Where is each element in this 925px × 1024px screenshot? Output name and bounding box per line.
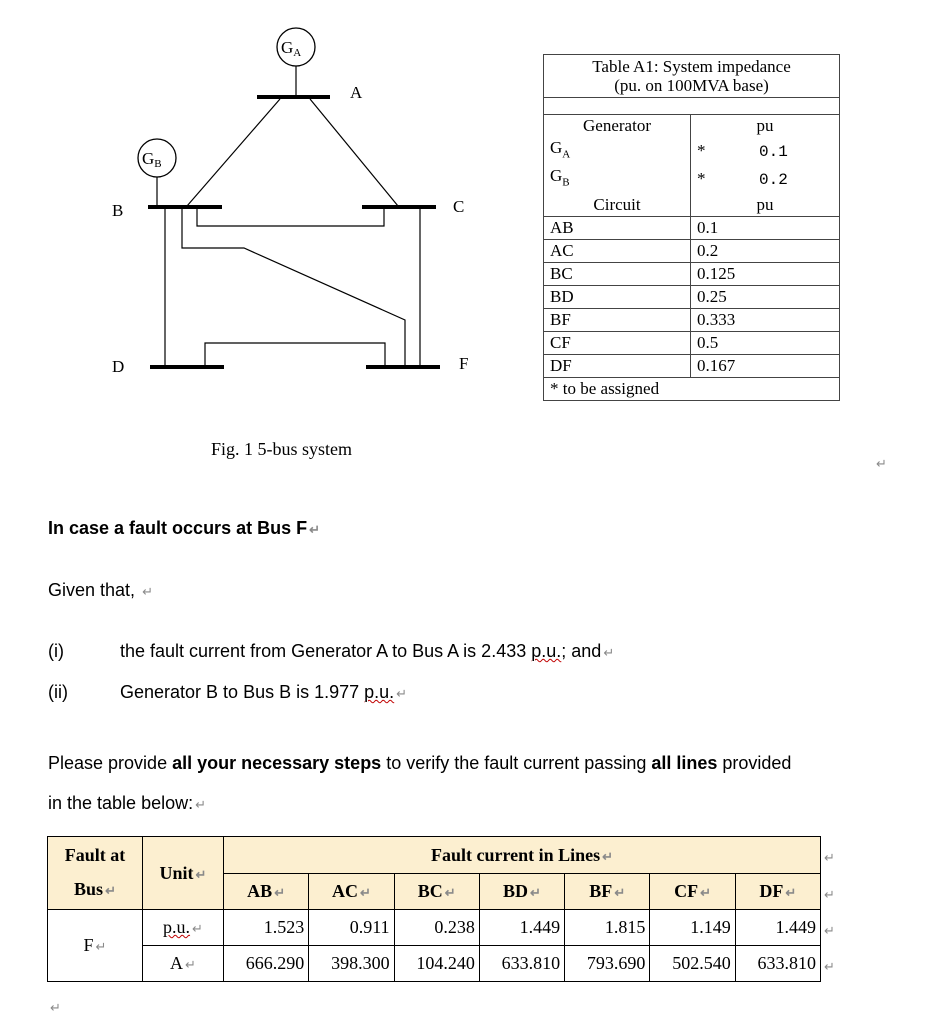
return-mark: ↵ [50, 1000, 61, 1015]
generator-b-label: GB [142, 149, 162, 170]
line-header-df: DF ↵ [735, 874, 820, 910]
circuit-name: BF [544, 308, 691, 331]
fault-current-table [47, 836, 821, 982]
value-cell: 633.810 [735, 946, 820, 982]
bus-c-label: C [453, 197, 465, 216]
value-cell: 1.815 [565, 910, 650, 946]
return-mark: ↵ [824, 923, 835, 938]
value-cell: 633.810 [479, 946, 564, 982]
line-ab [187, 99, 280, 206]
figure-caption: Fig. 1 5-bus system [211, 439, 353, 459]
impedance-table [543, 54, 840, 401]
line-bf [182, 208, 405, 366]
return-mark: ↵ [824, 850, 835, 865]
impedance-footnote: * to be assigned [544, 377, 840, 400]
circuit-value: 0.1 [691, 216, 840, 239]
generator-b-name: $G_B$ [544, 165, 691, 193]
circuit-value: 0.167 [691, 354, 840, 377]
line-header-bc: BC ↵ [394, 874, 479, 910]
circuit-value: 0.2 [691, 239, 840, 262]
bus-a-label: A [350, 83, 363, 102]
unit-cell: p.u. ↵ [143, 910, 224, 946]
line-df [205, 343, 385, 366]
return-mark: ↵ [876, 456, 887, 471]
line-header-cf: CF ↵ [650, 874, 735, 910]
circuit-name: CF [544, 331, 691, 354]
circuit-unit: pu [691, 194, 840, 217]
circuit-name: DF [544, 354, 691, 377]
value-cell: 0.238 [394, 910, 479, 946]
value-cell: 1.523 [224, 910, 309, 946]
five-bus-diagram [0, 0, 540, 480]
value-cell: 104.240 [394, 946, 479, 982]
value-cell: 0.911 [309, 910, 394, 946]
item-number: (i) [48, 641, 64, 661]
circuit-name: AC [544, 239, 691, 262]
circuit-value: 0.333 [691, 308, 840, 331]
circuit-name: BC [544, 262, 691, 285]
generator-unit: pu [691, 115, 840, 138]
bus-d-label: D [112, 357, 125, 376]
given-text: Given that, ↵ [48, 580, 153, 600]
task-text: Please provide all your necessary steps to verify the fault current passing all lines provided in the table below: ↵ [48, 753, 792, 813]
given-item-1: (i) the fault current from Generator A to Bus A is 2.433 p.u.; and ↵ [48, 641, 615, 661]
circuit-name: AB [544, 216, 691, 239]
fault-current-group-header: Fault current in Lines ↵ [224, 837, 821, 874]
fault-bus-header: Fault at Bus ↵ [48, 837, 143, 910]
impedance-table-title: Table A1: System impedance (pu. on 100MVA base) [544, 55, 840, 98]
line-header-bf: BF ↵ [565, 874, 650, 910]
fault-bus-cell: F ↵ [48, 910, 143, 982]
bus-f-label: F [459, 354, 469, 373]
circuit-name: BD [544, 285, 691, 308]
line-header-bd: BD ↵ [479, 874, 564, 910]
line-bc [197, 208, 384, 226]
return-mark: ↵ [824, 887, 835, 902]
unit-cell: A ↵ [143, 946, 224, 982]
given-item-2: (ii) Generator B to Bus B is 1.977 p.u. ↵ [48, 682, 408, 702]
generator-header: Generator [544, 115, 691, 138]
unit-header: Unit ↵ [143, 837, 224, 910]
value-cell: 1.449 [479, 910, 564, 946]
item-number: (ii) [48, 682, 68, 702]
bus-b-label: B [112, 201, 124, 220]
value-cell: 793.690 [565, 946, 650, 982]
value-cell: 1.149 [650, 910, 735, 946]
line-header-ab: AB ↵ [224, 874, 309, 910]
generator-a-label: GA [281, 38, 302, 59]
line-ac [310, 99, 398, 206]
generator-b-value: * 0.2 [691, 165, 840, 193]
circuit-header: Circuit [544, 194, 691, 217]
circuit-value: 0.5 [691, 331, 840, 354]
generator-a-value: * 0.1 [691, 137, 840, 165]
value-cell: 398.300 [309, 946, 394, 982]
value-cell: 502.540 [650, 946, 735, 982]
circuit-value: 0.125 [691, 262, 840, 285]
return-mark: ↵ [824, 959, 835, 974]
fault-heading: In case a fault occurs at Bus F ↵ [48, 518, 320, 538]
generator-a-name: $G_A$ [544, 137, 691, 165]
circuit-value: 0.25 [691, 285, 840, 308]
value-cell: 1.449 [735, 910, 820, 946]
value-cell: 666.290 [224, 946, 309, 982]
line-header-ac: AC ↵ [309, 874, 394, 910]
